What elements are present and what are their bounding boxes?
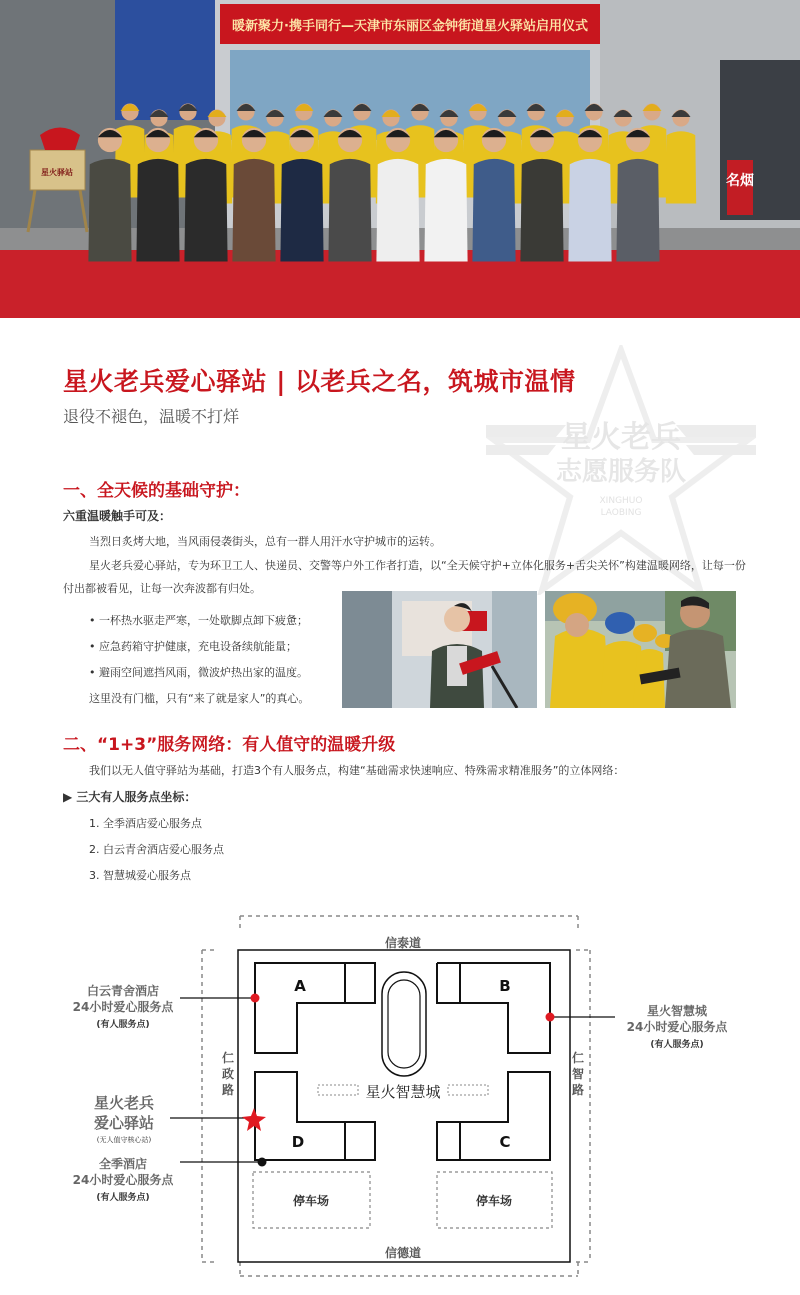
section1-title: 一、全天候的基础守护： — [63, 481, 250, 501]
block-a-label: A — [294, 977, 306, 995]
road-label-bottom: 信德道 — [384, 1246, 422, 1260]
bullet-item: • 一杯热水驱走严寒，一处歇脚点卸下疲惫； — [89, 614, 308, 627]
baiyun-marker — [251, 994, 260, 1003]
section1-paragraph-2: 星火老兵爱心驿站，专为环卫工人、快递员、交警等户外工作者打造，以“全天候守护+立体化服务+舌尖关怀”构建温暖网络，让每一份付出都被看见，让每一次奔波都有归处。 — [63, 559, 746, 595]
road-label-right — [572, 1050, 584, 1097]
road-label-char: 政 — [221, 1067, 235, 1081]
quanji-label-line1: 全季酒店 — [98, 1157, 148, 1171]
block-b-label: B — [499, 977, 511, 995]
bullet-item: • 应急药箱守护健康，充电设备续航能量； — [89, 640, 297, 653]
service-point-item: 2. 白云青舍酒店爱心服务点 — [89, 843, 224, 856]
zhihui-label-line1: 星火智慧城 — [646, 1004, 708, 1018]
section1-paragraph-1: 当烈日炙烤大地，当风雨侵袭街头，总有一群人用汗水守护城市的运转。 — [89, 535, 441, 548]
baiyun-label-tag: (有人服务点) — [96, 1020, 150, 1030]
zhihui-marker — [546, 1013, 555, 1022]
road-label-top: 信泰道 — [384, 936, 422, 950]
section1-closing: 这里没有门槛，只有“来了就是家人”的真心。 — [89, 692, 310, 705]
baiyun-label-line1: 白云青舍酒店 — [86, 984, 160, 998]
parking-left-label: 停车场 — [292, 1194, 330, 1208]
road-label-char: 路 — [221, 1083, 235, 1097]
service-network-map — [0, 905, 800, 1295]
page-subtitle: 退役不褪色，温暖不打烊 — [63, 407, 240, 426]
section2-intro: 我们以无人值守驿站为基础，打造3个有人服务点，构建“基础需求快速响应、特殊需求精准服务”的立体网络： — [89, 764, 625, 777]
block-d-label: D — [291, 1133, 305, 1151]
baiyun-label-line2: 24小时爱心服务点 — [72, 1000, 174, 1014]
photo-handover — [545, 591, 736, 708]
zhihui-label-tag: (有人服务点) — [650, 1040, 704, 1050]
ceremony-banner-text: 暖新聚力·携手同行—天津市东丽区金钟街道星火驿站启用仪式 — [232, 19, 588, 34]
road-label-char: 仁 — [221, 1051, 235, 1065]
station-label-tag: (无人值守核心站) — [96, 1136, 152, 1144]
quanji-marker — [258, 1158, 267, 1167]
road-label-char: 仁 — [571, 1051, 585, 1065]
road-label-char: 路 — [571, 1083, 585, 1097]
watermark-line1: 星火老兵 — [561, 420, 681, 455]
service-point-item: 1. 全季酒店爱心服务点 — [89, 817, 202, 830]
section2-title: 二、“1+3”服务网络：有人值守的温暖升级 — [63, 735, 396, 755]
center-label: 星火智慧城 — [365, 1083, 441, 1101]
block-c-label: C — [499, 1133, 511, 1151]
parking-right-label: 停车场 — [475, 1194, 513, 1208]
shop-sign-text: 名烟 — [726, 173, 754, 189]
watermark-line3: XINGHUO — [599, 496, 643, 506]
zhihui-label-line2: 24小时爱心服务点 — [626, 1020, 728, 1034]
quanji-label-line2: 24小时爱心服务点 — [72, 1173, 174, 1187]
photo-speaker — [342, 591, 537, 708]
watermark-line4: LAOBING — [600, 508, 642, 518]
bullet-item: • 避雨空间遮挡风雨，微波炉热出家的温度。 — [89, 666, 308, 679]
road-label-left — [222, 1050, 234, 1097]
page-title: 星火老兵爱心驿站 | 以老兵之名，筑城市温情 — [63, 367, 576, 396]
section2-list-head: ▶ 三大有人服务点坐标： — [63, 790, 197, 804]
watermark-line2: 志愿服务队 — [555, 457, 687, 487]
block-b — [437, 963, 550, 1053]
station-label-line2: 爱心驿站 — [93, 1114, 155, 1132]
plaque-text: 星火驿站 — [41, 168, 73, 177]
station-label-line1: 星火老兵 — [93, 1094, 155, 1112]
section1-lead: 六重温暖触手可及： — [63, 509, 172, 523]
road-label-char: 智 — [571, 1067, 585, 1081]
quanji-label-tag: (有人服务点) — [96, 1193, 150, 1203]
hero-photo — [0, 0, 800, 318]
service-point-item: 3. 智慧城爱心服务点 — [89, 869, 191, 882]
